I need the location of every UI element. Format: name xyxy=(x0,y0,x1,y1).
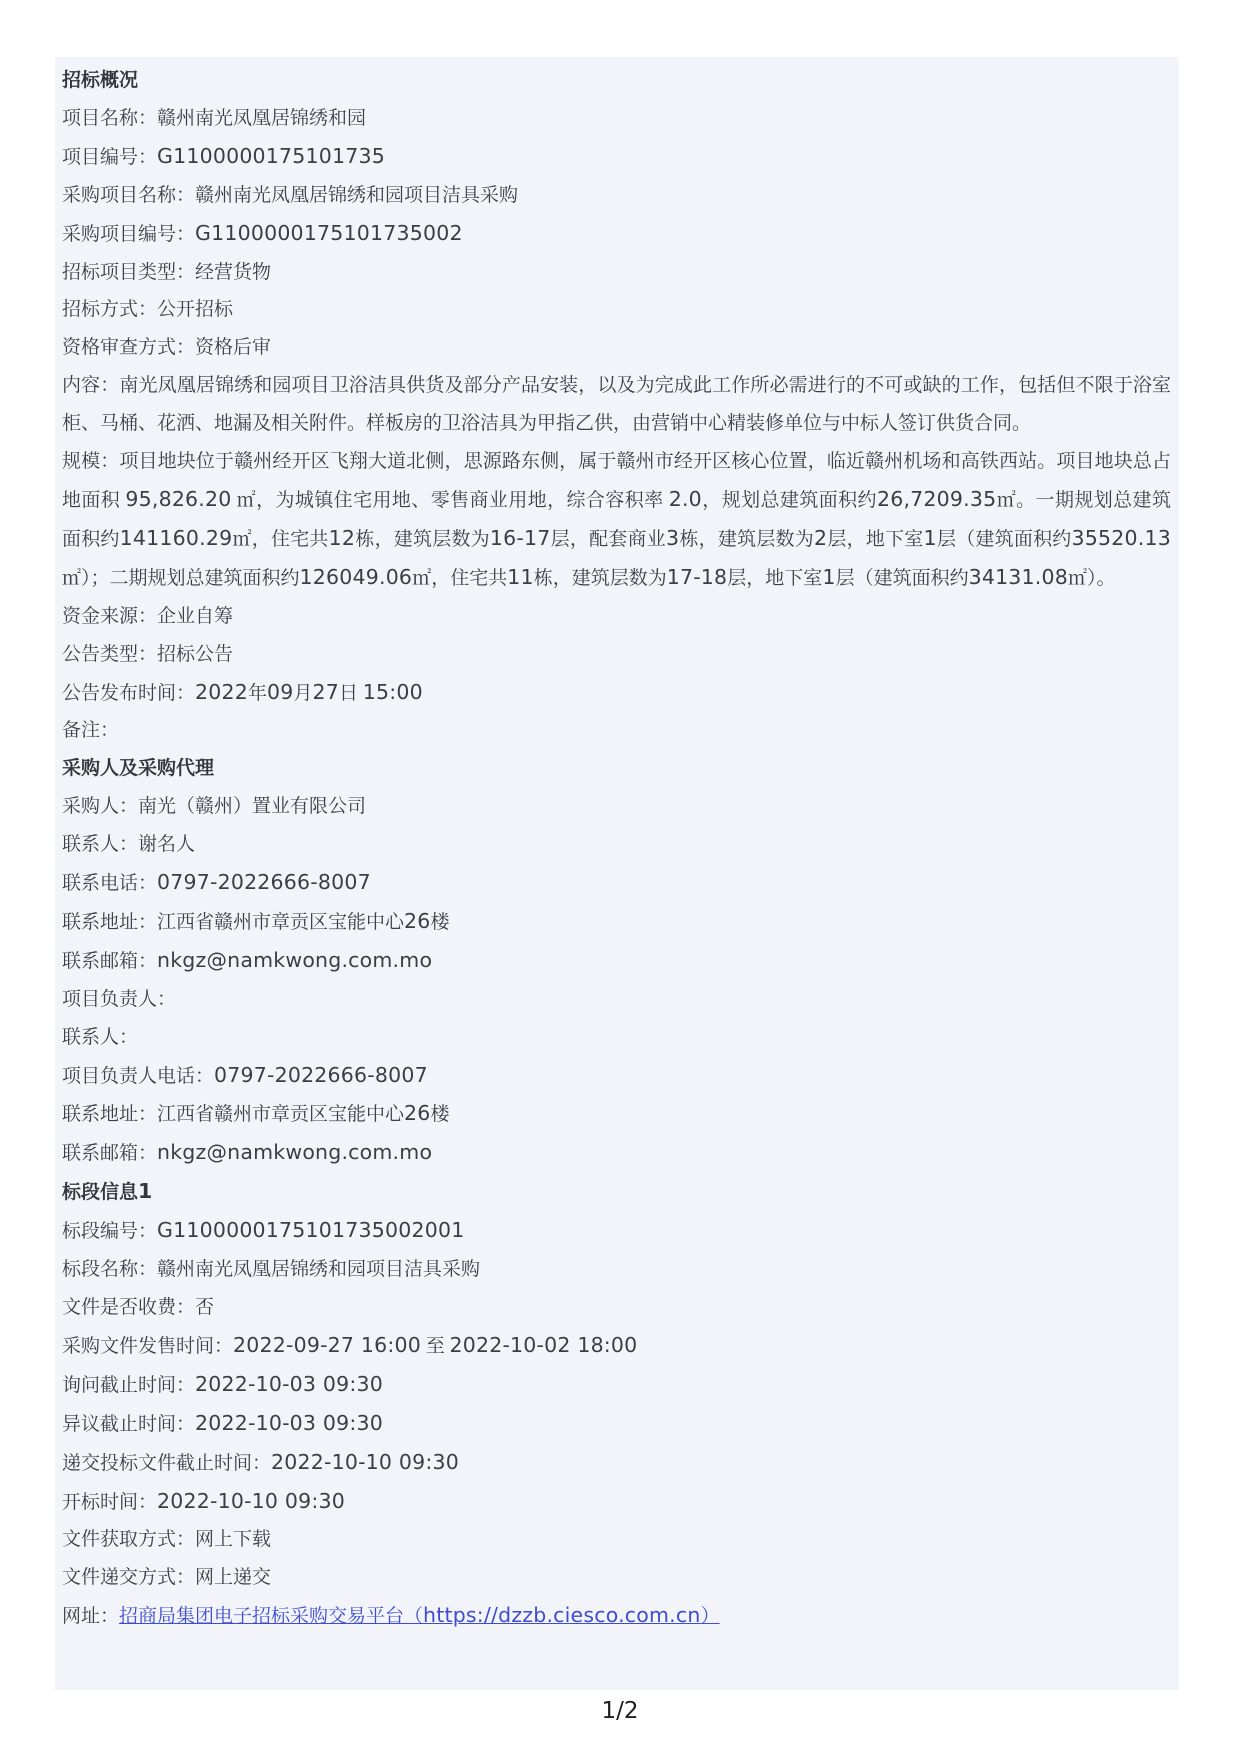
field-label: 询问截止时间： xyxy=(62,1374,196,1396)
field-row xyxy=(62,674,1171,713)
field-value xyxy=(157,143,385,168)
latin-text: 16-17 xyxy=(489,525,551,550)
latin-text: G1100000175101735 xyxy=(157,143,385,168)
latin-text: https://dzzb.ciesco.com.cn xyxy=(423,1603,701,1628)
latin-text: G1100000175101735002 xyxy=(195,220,463,245)
field-value: 谢名人 xyxy=(138,834,196,856)
field-row xyxy=(62,903,1171,942)
latin-text: 95,826.20 xyxy=(125,486,232,511)
field-value xyxy=(195,1371,383,1396)
field-value: 企业自筹 xyxy=(157,605,234,627)
field-label: 项目负责人： xyxy=(62,988,177,1010)
field-row xyxy=(62,100,1171,138)
latin-text: 0797-2022666-8007 xyxy=(214,1062,428,1087)
field-label: 开标时间： xyxy=(62,1491,158,1513)
field-row xyxy=(62,177,1171,215)
document-lines xyxy=(62,62,1171,1636)
field-value: 否 xyxy=(195,1297,215,1318)
field-label: 公告类型： xyxy=(62,643,158,665)
field-label: 联系邮箱： xyxy=(62,950,158,972)
latin-text: 11 xyxy=(507,564,534,589)
field-row xyxy=(62,1483,1171,1522)
field-value: 赣州南光凤凰居锦绣和园项目洁具采购 xyxy=(157,1259,481,1281)
latin-text: 09 xyxy=(267,679,294,704)
page-number-indicator: 1/2 xyxy=(601,1698,639,1724)
field-label: 资格审查方式： xyxy=(62,337,196,359)
latin-text: 0797-2022666-8007 xyxy=(157,870,371,895)
field-label: 项目名称： xyxy=(62,107,158,129)
latin-text: G1100000175101735002001 xyxy=(157,1218,465,1243)
field-label: 文件递交方式： xyxy=(62,1567,196,1589)
field-value: 网上下载 xyxy=(195,1529,272,1551)
field-row xyxy=(62,598,1171,636)
latin-text: 2.0 xyxy=(668,486,702,511)
field-label: 联系电话： xyxy=(62,873,158,895)
field-label: 项目编号： xyxy=(62,146,158,168)
latin-text: 1 xyxy=(822,564,836,589)
latin-text: 12 xyxy=(328,525,356,550)
latin-text: 35520.13 xyxy=(1071,525,1171,550)
field-row xyxy=(62,1019,1171,1057)
latin-text: 2022-10-03 09:30 xyxy=(195,1371,383,1396)
platform-link[interactable]: 招商局集团电子招标采购交易平台（https://dzzb.ciesco.com.cn） xyxy=(119,1603,720,1628)
latin-text: 1 xyxy=(138,1179,153,1204)
latin-text: 2022-10-03 09:30 xyxy=(195,1410,383,1435)
field-label: 采购文件发售时间： xyxy=(62,1335,234,1357)
latin-text: 2022-09-27 16:00 xyxy=(233,1332,421,1357)
latin-text: 3 xyxy=(665,525,680,550)
latin-text: 15:00 xyxy=(362,679,423,704)
field-row xyxy=(62,1212,1171,1251)
section-heading: 招标概况 xyxy=(62,70,139,91)
latin-text: 34131.08 xyxy=(968,564,1068,589)
latin-text: 2 xyxy=(813,525,828,550)
field-value xyxy=(157,870,371,895)
field-row xyxy=(62,826,1171,864)
latin-text: 2022-10-10 09:30 xyxy=(157,1488,345,1513)
field-row xyxy=(62,1521,1171,1559)
field-value xyxy=(214,1062,428,1087)
field-row xyxy=(62,1559,1171,1597)
latin-text: 2022-10-10 09:30 xyxy=(271,1449,459,1474)
field-row xyxy=(62,138,1171,177)
field-value: 经营货物 xyxy=(195,261,272,283)
field-value xyxy=(157,1140,433,1165)
field-row xyxy=(62,788,1171,826)
field-label: 联系邮箱： xyxy=(62,1143,158,1165)
paragraph: 规模：项目地块位于赣州经开区飞翔大道北侧，思源路东侧，属于赣州市经开区核心位置，临近赣州机场和高铁西站。项目地块总占地面积 95,826.20 ㎡，为城镇住宅用地、零售商业用地，综合容积率 2.0，规划总建筑面积约26,7209.35㎡。一期规划总建筑面积约141160.29㎡，住宅共12栋，建筑层数为16-17层，配套商业3栋，建筑层数为2层，地下室1层（建筑面积约35520.13㎡）；二期规划总建筑面积约126049.06㎡，住宅共11栋，建筑层数为17-18层，地下室1层（建筑面积约34131.08㎡）。 xyxy=(62,451,1171,589)
field-label: 采购项目编号： xyxy=(62,223,196,245)
field-value: 招标公告 xyxy=(157,643,234,665)
latin-text: 17-18 xyxy=(666,564,728,589)
field-value xyxy=(157,1488,345,1513)
field-row xyxy=(62,1095,1171,1134)
field-label: 递交投标文件截止时间： xyxy=(62,1452,272,1474)
latin-text: 2022-10-02 18:00 xyxy=(449,1332,638,1357)
field-row xyxy=(62,1134,1171,1173)
field-row xyxy=(62,1405,1171,1444)
field-row xyxy=(62,942,1171,981)
latin-text: 2022 xyxy=(195,679,248,704)
field-value: 江西省赣州市章贡区宝能中心26楼 xyxy=(157,1101,450,1126)
field-value: 赣州南光凤凰居锦绣和园 xyxy=(157,107,367,129)
field-value: 2022-09-27 16:00 至 2022-10-02 18:00 xyxy=(233,1332,638,1357)
field-label: 招标方式： xyxy=(62,299,158,321)
latin-text: 26 xyxy=(404,1101,431,1126)
field-label: 联系地址： xyxy=(62,911,158,933)
field-label: 联系人： xyxy=(62,834,139,856)
field-row xyxy=(62,864,1171,903)
field-row xyxy=(62,1251,1171,1289)
field-label: 联系人： xyxy=(62,1026,139,1048)
field-value xyxy=(195,220,463,245)
field-value: 网上递交 xyxy=(195,1567,272,1589)
field-label: 招标项目类型： xyxy=(62,261,196,283)
field-row xyxy=(62,981,1171,1019)
field-row xyxy=(62,1057,1171,1096)
field-value xyxy=(157,947,433,972)
field-value: 赣州南光凤凰居锦绣和园项目洁具采购 xyxy=(195,184,519,206)
field-label: 联系地址： xyxy=(62,1104,158,1126)
field-row xyxy=(62,636,1171,674)
field-row xyxy=(62,712,1171,750)
latin-text: 27 xyxy=(312,679,340,704)
field-label: 标段编号： xyxy=(62,1221,158,1243)
field-value: 公开招标 xyxy=(157,299,234,321)
field-value xyxy=(195,1410,383,1435)
latin-text: 126049.06 xyxy=(299,564,413,589)
section-heading: 标段信息1 xyxy=(62,1179,153,1204)
field-label: 标段名称： xyxy=(62,1259,158,1281)
field-value: 南光（赣州）置业有限公司 xyxy=(138,796,367,818)
paragraph: 内容：南光凤凰居锦绣和园项目卫浴洁具供货及部分产品安装，以及为完成此工作所必需进行的不可或缺的工作，包括但不限于浴室柜、马桶、花洒、地漏及相关附件。样板房的卫浴洁具为甲指乙供，由营销中心精装修单位与中标人签订供货合同。 xyxy=(62,375,1171,435)
field-label: 资金来源： xyxy=(62,605,158,627)
latin-text: 141160.29 xyxy=(119,525,233,550)
field-label: 采购人： xyxy=(62,796,139,818)
latin-text: 26,7209.35 xyxy=(876,486,997,511)
section-heading: 采购人及采购代理 xyxy=(62,758,215,780)
field-label: 文件获取方式： xyxy=(62,1529,196,1551)
field-row xyxy=(62,291,1171,329)
field-row xyxy=(62,215,1171,254)
latin-text: 1 xyxy=(923,525,937,550)
field-row xyxy=(62,329,1171,367)
field-value: 2022年09月27日 15:00 xyxy=(195,679,423,704)
field-label: 异议截止时间： xyxy=(62,1413,196,1435)
field-row xyxy=(62,1444,1171,1483)
field-row xyxy=(62,1366,1171,1405)
field-value: 江西省赣州市章贡区宝能中心26楼 xyxy=(157,908,450,933)
field-row xyxy=(62,1327,1171,1366)
field-value xyxy=(157,1218,465,1243)
latin-text: nkgz@namkwong.com.mo xyxy=(157,947,433,972)
latin-text: 26 xyxy=(404,908,431,933)
field-label: 项目负责人电话： xyxy=(62,1065,215,1087)
field-row xyxy=(62,254,1171,292)
latin-text: nkgz@namkwong.com.mo xyxy=(157,1140,433,1165)
link-row xyxy=(62,1597,1171,1636)
field-label: 文件是否收费： xyxy=(62,1297,196,1318)
field-label: 采购项目名称： xyxy=(62,184,196,206)
tender-document-panel xyxy=(55,57,1179,1690)
field-value: 资格后审 xyxy=(195,337,272,359)
field-label: 备注： xyxy=(62,720,120,742)
field-row xyxy=(62,1289,1171,1327)
field-value xyxy=(271,1449,459,1474)
field-label: 网址： xyxy=(62,1606,120,1628)
field-label: 公告发布时间： xyxy=(62,682,196,704)
